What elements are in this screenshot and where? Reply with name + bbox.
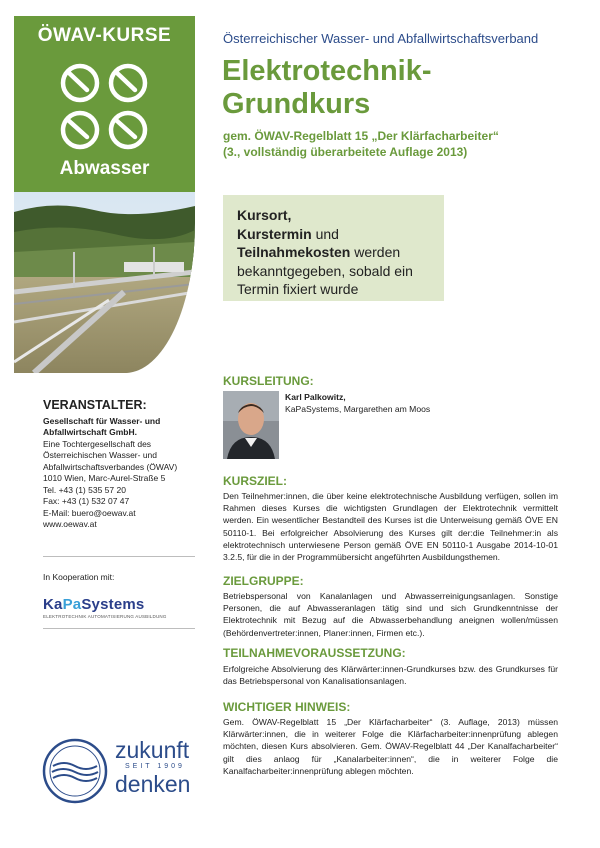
brand-subtitle: Abwasser	[59, 158, 150, 179]
section-heading-kursziel: KURSZIEL:	[223, 474, 287, 488]
kapasystems-logo	[43, 596, 167, 619]
slogan-line1: zukunft	[115, 737, 190, 763]
course-title-line2: Grundkurs	[222, 88, 371, 120]
organization-name: Österreichischer Wasser- und Abfallwirtschaftsverband	[223, 31, 539, 46]
organizer-name-line1: Gesellschaft für Wasser- und	[43, 415, 161, 426]
info-box-suffix: und	[311, 225, 339, 242]
section-text-kursziel: Den Teilnehmer:innen, die über keine elektrotechnische Ausbildung verfügen, sollen im Rahmen dieses Kurses die wichtigsten Grundlagen der Elektrotechnik vermittelt werden. Ein wesentlicher Bestandteil des Kurses ist die Unterweisung gemäß ÖVE EN 50110-1. Bei erfolgreicher Absolvierung des Kurses gilt der:die Teilnehmer:in als elektrotechnisch unterwiesene Person gemäß ÖVE EN 50110-1 Ausgabe 2014-10-01 3.2.5, für die in der Programmübersicht angeführten Ausbildungsthemen.	[223, 491, 558, 563]
brand-title: ÖWAV-KURSE	[37, 25, 172, 46]
divider	[43, 628, 195, 629]
organizer-desc-line2: Österreichischen Wasser- und	[43, 450, 158, 460]
organizer-desc-line1: Eine Tochtergesellschaft des	[43, 438, 152, 449]
oewav-symbol-icon	[56, 60, 152, 154]
info-box-suffix: werden	[350, 244, 401, 260]
organizer-heading: VERANSTALTER:	[43, 398, 147, 412]
info-box	[223, 195, 444, 301]
zukunft-denken-logo	[42, 737, 191, 809]
course-reference	[223, 128, 499, 160]
divider	[43, 556, 195, 557]
section-text-hinweis: Gem. ÖWAV-Regelblatt 15 „Der Klärfacharbeiter“ (3. Auflage, 2013) müssen Klärwärter:innen, die in weiterer Folge die Klärfacharbeiter:innenprüfung ablegen möchten, diesen Kurs absolvieren. Gem. ÖWAV-Regelblatt 44 „Der Kanalfacharbeiter“ gilt dies anlaog für „Kanalarbeiter:innen“, die in weiterer Folge die Kanalfacharbeiter:innenprüfung ablegen möchten.	[223, 717, 558, 776]
course-title-line1: Elektrotechnik-	[222, 55, 432, 87]
section-text-voraussetzung: Erfolgreiche Absolvierung des Klärwärter:innen-Grundkurses bzw. des Grundkurses für das Betriebspersonal von Kanalisationsanlagen.	[223, 664, 558, 687]
slogan-line2: denken	[115, 771, 191, 797]
instructor-info	[285, 391, 430, 415]
treatment-plant-photo	[14, 192, 195, 373]
kapasystems-wordmark	[43, 596, 167, 613]
brand-panel	[14, 16, 195, 192]
zukunft-denken-slogan	[115, 738, 190, 796]
organizer-address: 1010 Wien, Marc-Aurel-Straße 5	[43, 473, 166, 483]
section-heading-kursleitung: KURSLEITUNG:	[223, 374, 314, 388]
organizer-fax: Fax: +43 (1) 532 07 47	[43, 496, 130, 506]
organizer-web[interactable]: www.oewav.at	[43, 519, 97, 529]
course-title	[222, 55, 432, 121]
kapa-systems: Systems	[81, 596, 145, 613]
organizer-name-line2: Abfallwirtschaft GmbH.	[43, 427, 137, 437]
kapa-ka: Ka	[43, 596, 63, 613]
info-box-word-kurstermin: Kurstermin	[237, 225, 312, 242]
oewav-seal-icon	[42, 738, 108, 804]
organizer-tel: Tel. +43 (1) 535 57 20	[43, 484, 126, 495]
cooperation-label: In Kooperation mit:	[43, 572, 115, 582]
section-heading-hinweis: WICHTIGER HINWEIS:	[223, 700, 351, 714]
organizer-block	[43, 400, 195, 531]
info-box-word-kursort: Kursort,	[237, 207, 292, 223]
instructor-name: Karl Palkowitz,	[285, 392, 346, 402]
instructor-portrait	[223, 391, 279, 459]
slogan-since: SEIT 1909	[125, 763, 185, 770]
kapa-pa: Pa	[62, 596, 82, 613]
section-heading-zielgruppe: ZIELGRUPPE:	[223, 574, 304, 588]
kapasystems-tagline: ELEKTROTECHNIK AUTOMATISIERUNG AUSBILDUNG	[43, 614, 167, 619]
section-heading-voraussetzung: TEILNAHMEVORAUSSETZUNG:	[223, 646, 406, 660]
course-reference-line2: (3., vollständig überarbeitete Auflage 2013)	[223, 145, 468, 159]
info-box-line4: bekanntgegeben, sobald ein	[237, 262, 413, 279]
organizer-desc-line3: Abfallwirtschaftsverbandes (ÖWAV)	[43, 461, 178, 472]
course-reference-line1: gem. ÖWAV-Regelblatt 15 „Der Klärfacharbeiter“	[223, 129, 499, 143]
section-text-zielgruppe: Betriebspersonal von Kanalanlagen und Abwasserreinigungsanlagen. Sonstige Personen, die auf Abwasseranlagen tätig sind und sich Grundkenntnisse der Elektrotechnik mit Bezug auf die Abwasserbehandlung aneignen wollen/müssen (Behördenvertreter:innen, Planer:innen, Firmen etc.).	[223, 591, 558, 638]
info-box-word-kosten: Teilnahmekosten	[237, 244, 351, 260]
organizer-email[interactable]: E-Mail: buero@oewav.at	[43, 507, 136, 518]
info-box-line5: Termin fixiert wurde	[237, 281, 359, 297]
instructor-affiliation: KaPaSystems, Margarethen am Moos	[285, 404, 431, 414]
